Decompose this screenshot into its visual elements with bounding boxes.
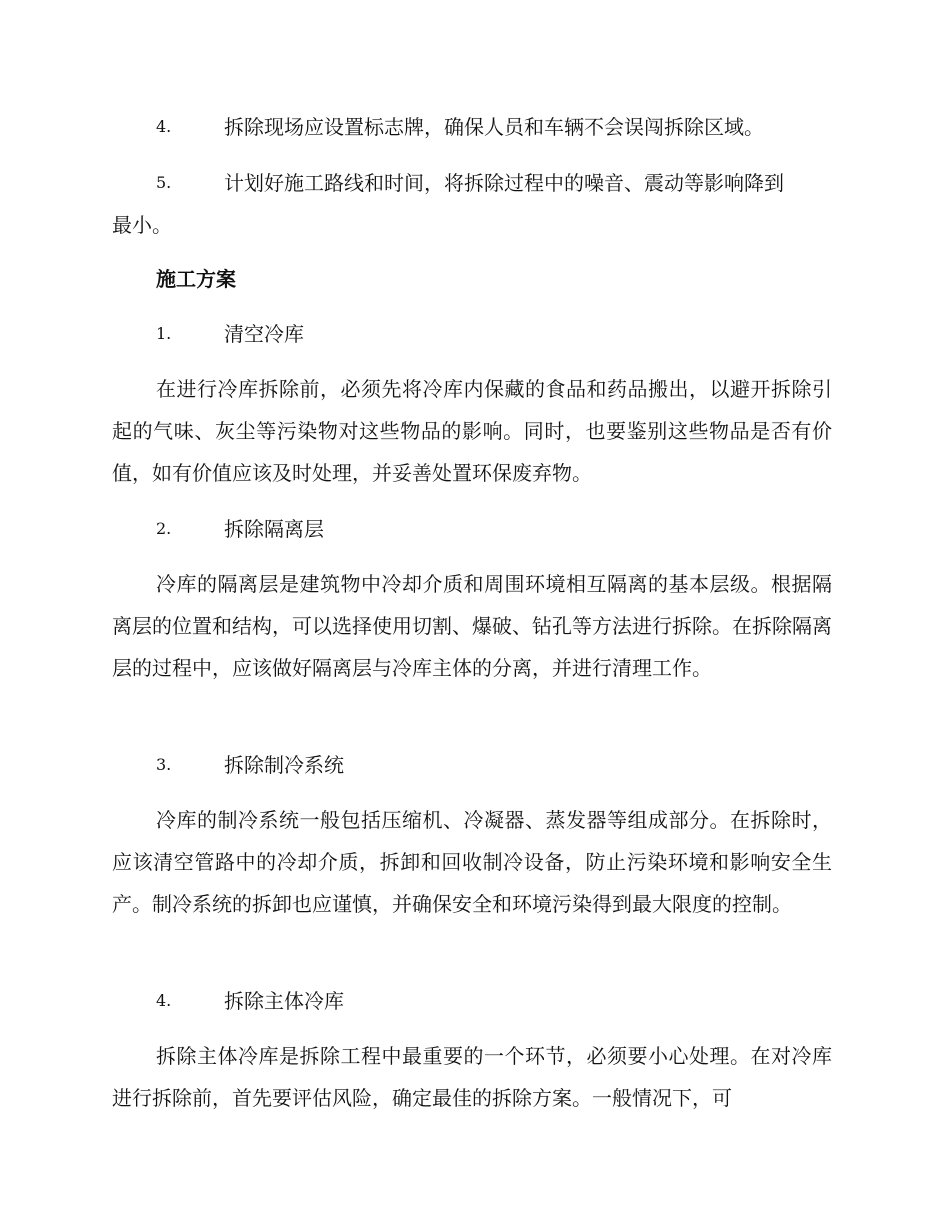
step-2-title: [112, 508, 832, 550]
list-text-continuation: 最小。: [112, 213, 172, 237]
list-number: 4.: [156, 991, 172, 1010]
list-number: 3.: [156, 755, 172, 774]
step-title: 拆除制冷系统: [224, 753, 344, 777]
step-3-title: [112, 744, 832, 786]
list-item-4: [112, 106, 832, 148]
step-title: 拆除隔离层: [224, 517, 324, 541]
step-1-body: 在进行冷库拆除前，必须先将冷库内保藏的食品和药品搬出，以避开拆除引起的气味、灰尘等污染物对这些物品的影响。同时，也要鉴别这些物品是否有价值，如有价值应该及时处理，并妥善处置环保废弃物。: [112, 377, 832, 485]
section-heading: 施工方案: [156, 267, 236, 291]
list-text: 计划好施工路线和时间，将拆除过程中的噪音、震动等影响降到: [224, 171, 784, 195]
list-number: 2.: [156, 519, 172, 538]
step-4-title: [112, 980, 832, 1022]
step-title: 清空冷库: [224, 322, 304, 346]
step-4-body: 拆除主体冷库是拆除工程中最重要的一个环节，必须要小心处理。在对冷库进行拆除前，首先要评估风险，确定最佳的拆除方案。一般情况下，可: [112, 1044, 832, 1110]
list-text: 拆除现场应设置标志牌，确保人员和车辆不会误闯拆除区域。: [224, 115, 764, 139]
list-number: 5.: [156, 173, 172, 192]
step-1-title: [112, 313, 832, 355]
list-number: 1.: [156, 324, 172, 343]
step-title: 拆除主体冷库: [224, 989, 344, 1013]
list-number: 4.: [156, 117, 172, 136]
step-2-body: 冷库的隔离层是建筑物中冷却介质和周围环境相互隔离的基本层级。根据隔离层的位置和结构，可以选择使用切割、爆破、钻孔等方法进行拆除。在拆除隔离层的过程中，应该做好隔离层与冷库主体的分离，并进行清理工作。: [112, 572, 832, 680]
step-3-body: 冷库的制冷系统一般包括压缩机、冷凝器、蒸发器等组成部分。在拆除时，应该清空管路中的冷却介质，拆卸和回收制冷设备，防止污染环境和影响安全生产。制冷系统的拆卸也应谨慎，并确保安全和环境污染得到最大限度的控制。: [112, 808, 832, 916]
list-item-5: [112, 162, 832, 246]
